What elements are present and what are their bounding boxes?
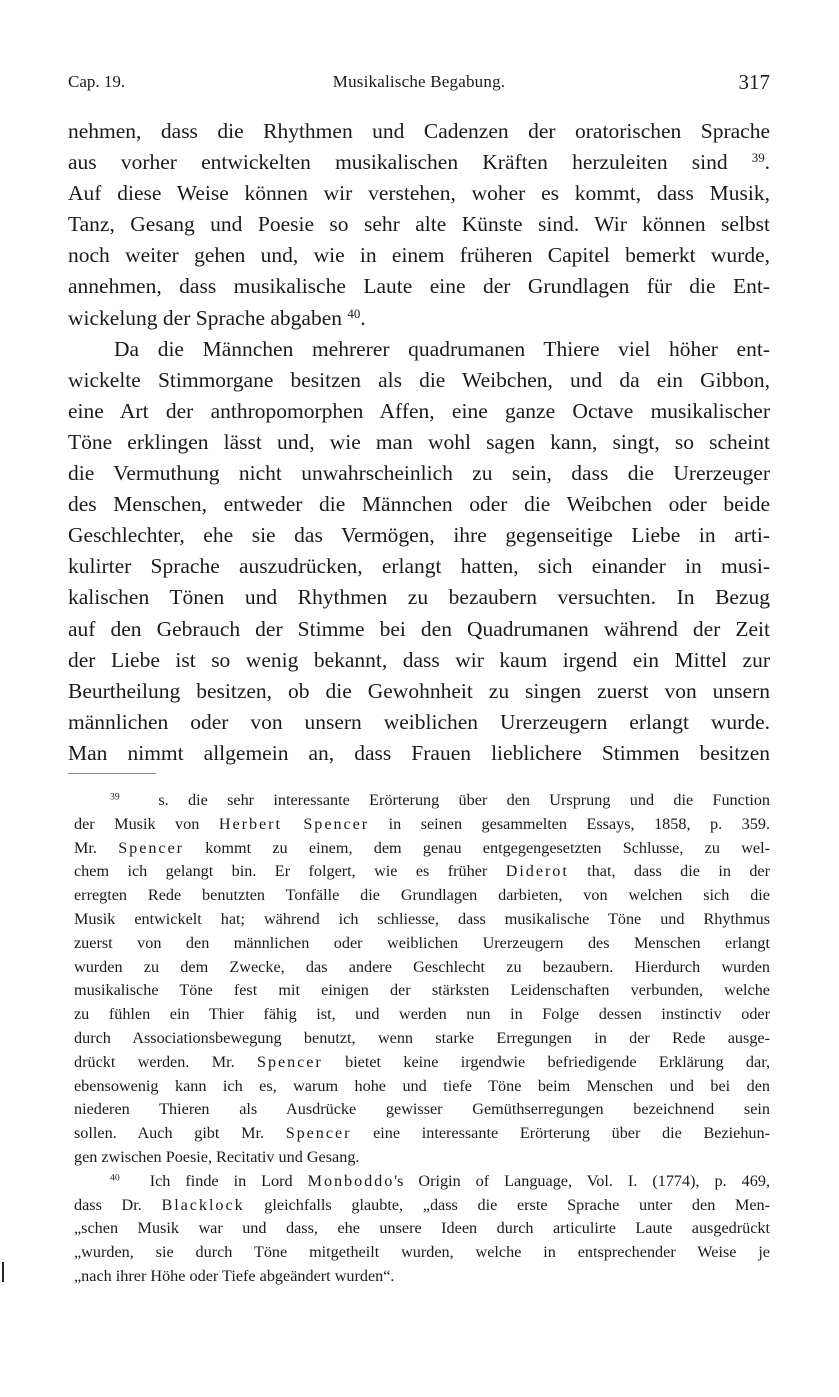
author-name: Blacklock (161, 1195, 245, 1214)
text-line (68, 147, 770, 178)
main-text (68, 116, 770, 769)
footnote-40-line: „schen Musik war und dass, ehe unsere Ideen durch articulirte Laute ausgedrückt (74, 1219, 770, 1238)
text-line: auf den Gebrauch der Stimme bei den Quadrumanen während der Zeit (68, 616, 770, 641)
text-line: eine Art der anthropomorphen Affen, eine ganze Octave musikalischer (68, 398, 770, 423)
text-line: männlichen oder von unsern weiblichen Urerzeugern erlangt wurde. (68, 709, 770, 734)
text-line: Geschlechter, ehe sie das Vermögen, ihre gegenseitige Liebe in arti- (68, 523, 770, 548)
period: . (764, 150, 771, 175)
footnote-text: der Musik von (74, 814, 219, 833)
footnote-ref[interactable]: 39 (751, 151, 765, 165)
footnote-text: sollen. Auch gibt Mr. (74, 1124, 265, 1143)
period: . (360, 305, 366, 330)
text-line: Tanz, Gesang und Poesie so sehr alte Künste sind. Wir können selbst (68, 212, 770, 237)
footnote-39-line (74, 813, 770, 837)
running-header (68, 72, 770, 100)
text-line-content: wickelung der Sprache abgaben (68, 305, 343, 330)
author-name: Herbert Spencer (218, 814, 370, 833)
text-line: Man nimmt allgemein an, dass Frauen lieblichere Stimmen besitzen (68, 740, 770, 765)
footnote-39-line: niederen Thieren als Ausdrücke gewisser Gemüthserregungen bezeichnend sein (74, 1100, 770, 1119)
footnote-text: chem ich gelangt bin. Er folgert, wie es früher (74, 862, 488, 881)
author-name: Spencer (285, 1124, 352, 1143)
footnote-39-line (74, 837, 770, 861)
text-line: wickelte Stimmorgane besitzen als die Weibchen, und da ein Gibbon, (68, 367, 770, 392)
footnote-ref[interactable]: 40 (347, 306, 361, 321)
footnote-text: Ich finde in Lord (149, 1171, 308, 1190)
footnote-text: s. die sehr interessante Erörterung über den Ursprung und die Function (158, 791, 771, 809)
author-name: Spencer (118, 838, 184, 857)
footnote-39-line (74, 789, 770, 813)
page-number: 317 (738, 70, 770, 94)
text-line: Da die Männchen mehrerer quadrumanen Thiere viel höher ent- (114, 336, 770, 361)
text-line: Beurtheilung besitzen, ob die Gewohnheit zu singen zuerst von unsern (68, 678, 770, 703)
footnote-text: 's Origin of Language, Vol. I. (1774), p. 469, (394, 1171, 770, 1190)
text-line: die Vermuthung nicht unwahrscheinlich zu sein, dass die Urerzeuger (68, 461, 770, 486)
footnote-text: bietet keine irgendwie befriedigende Erklärung dar, (345, 1052, 770, 1071)
footnote-marker: 39 (110, 791, 120, 803)
footnote-40-line: „wurden, sie durch Töne mitgetheilt wurden, welche in entsprechender Weise je (74, 1243, 770, 1262)
footnote-39-line (74, 1051, 770, 1075)
text-line: Töne erklingen lässt und, wie man wohl sagen kann, singt, so scheint (68, 429, 770, 454)
footnote-text: Mr. (74, 838, 119, 857)
text-line: kalischen Tönen und Rhythmen zu bezaubern versuchten. In Bezug (68, 585, 770, 610)
footnote-divider (68, 773, 156, 774)
footnote-39-line: musikalische Töne fest mit einigen der stärksten Leidenschaften verbunden, welche (74, 981, 770, 1000)
footnote-text: eine interessante Erörterung über die Beziehun- (373, 1124, 770, 1143)
footnote-text: that, dass die in der (587, 862, 771, 881)
footnote-text: in seinen gesammelten Essays, 1858, p. 359. (369, 814, 770, 833)
footnote-39-line: zu fühlen ein Thier fähig ist, und werden nun in Folge dessen instinctiv oder (74, 1005, 770, 1024)
footnote-39-line: wurden zu dem Zwecke, das andere Geschlecht zu bezaubern. Hierdurch wurden (74, 957, 770, 976)
text-line-content: aus vorher entwickelten musikalischen Kräften herzuleiten sind (68, 150, 728, 175)
chapter-label: Cap. 19. (68, 72, 126, 91)
author-name: Spencer (257, 1052, 323, 1071)
footnote-text: drückt werden. Mr. (74, 1052, 235, 1071)
text-line: nehmen, dass die Rhythmen und Cadenzen der oratorischen Sprache (68, 119, 770, 143)
footnotes (74, 789, 770, 1289)
text-line: kulirter Sprache auszudrücken, erlangt hatten, sich einander in musi- (68, 554, 770, 579)
text-line: Auf diese Weise können wir verstehen, woher es kommt, dass Musik, (68, 181, 770, 206)
author-name: Monboddo (307, 1171, 395, 1190)
footnote-text: kommt zu einem, dem genau entgegengesetzten Schlusse, zu wel- (183, 838, 770, 857)
text-line: noch weiter gehen und, wie in einem früheren Capitel bemerkt wurde, (68, 243, 770, 268)
footnote-text: gleichfalls glaubte, „dass die erste Sprache unter den Men- (264, 1195, 771, 1214)
footnote-40-line (74, 1194, 770, 1218)
footnote-39-line (74, 1122, 770, 1146)
footnote-40-line (74, 1170, 770, 1194)
text-line (68, 303, 770, 334)
footnote-40-line: „nach ihrer Höhe oder Tiefe abgeändert wurden“. (74, 1266, 395, 1285)
text-line: des Menschen, entweder die Männchen oder die Weibchen oder beide (68, 492, 770, 517)
scan-artifact (2, 1262, 4, 1282)
footnote-39-line: durch Associationsbewegung benutzt, wenn starke Erregungen in der Rede ausge- (74, 1028, 770, 1047)
author-name: Diderot (505, 862, 569, 881)
footnote-39-line: ebensowenig kann ich es, warum hohe und tiefe Töne beim Menschen und bei den (74, 1076, 770, 1095)
text-line: der Liebe ist so wenig bekannt, dass wir kaum irgend ein Mittel zur (68, 647, 770, 672)
footnote-39-line: zuerst von den männlichen oder weiblichen Urerzeugern des Menschen erlangt (74, 933, 770, 952)
running-title: Musikalische Begabung. (332, 72, 506, 91)
text-line: annehmen, dass musikalische Laute eine der Grundlagen für die Ent- (68, 274, 770, 299)
footnote-39-line: gen zwischen Poesie, Recitativ und Gesang. (74, 1147, 360, 1166)
footnote-39-line: Musik entwickelt hat; während ich schliesse, dass musikalische Töne und Rhythmus (74, 909, 770, 928)
footnote-marker: 40 (110, 1172, 120, 1184)
footnote-text: dass Dr. (74, 1195, 142, 1214)
footnote-39-line: erregten Rede benutzten Tonfälle die Grundlagen darbieten, von welchen sich die (74, 886, 770, 905)
footnote-39-line (74, 860, 770, 884)
